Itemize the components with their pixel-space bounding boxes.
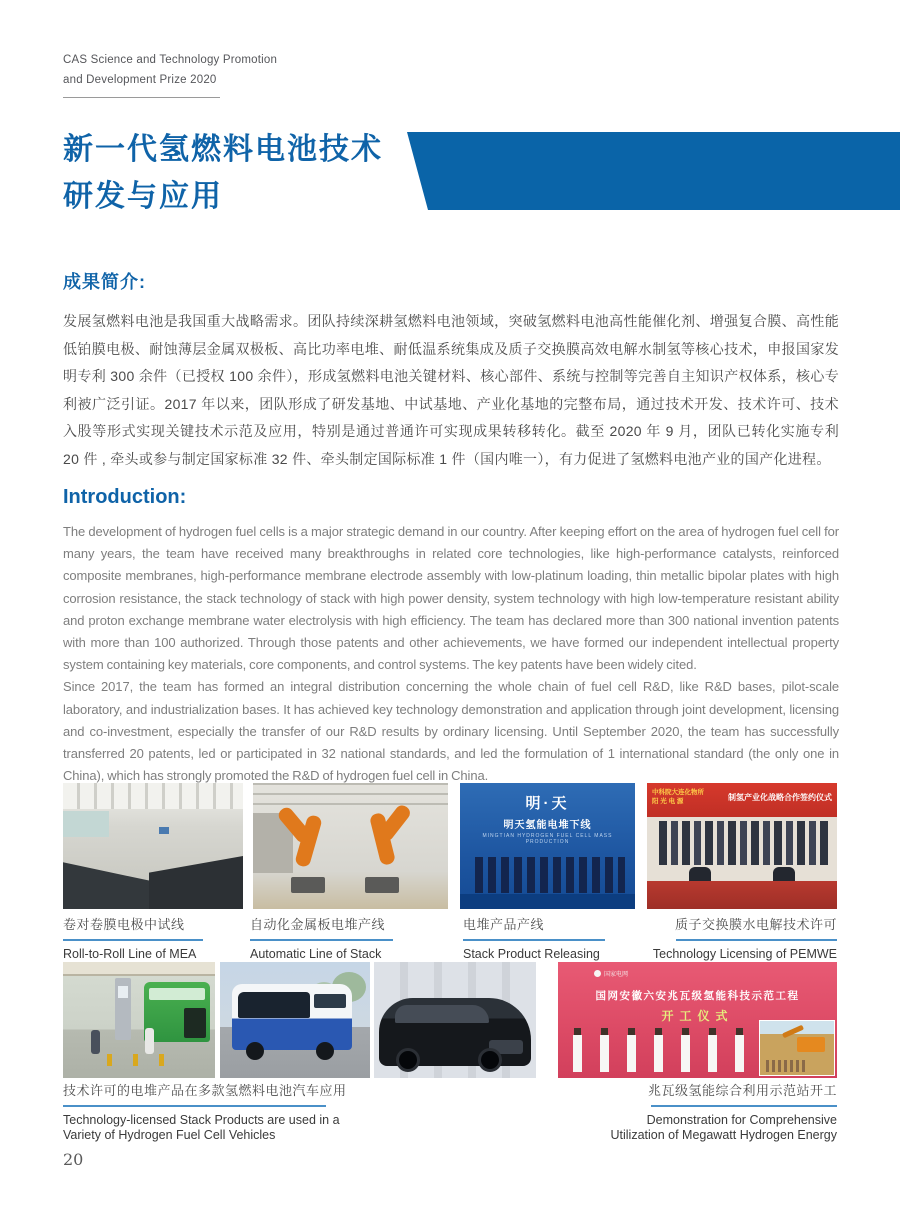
page-header	[63, 50, 277, 98]
introduction-paragraph-2: Since 2017, the team has formed an integral distribution concerning the whole chain of fuel cell R&D, like R&D bases, pilot-scale laboratory, and industrialization bases. It has achieved key technology demonstration and application through joint development, licensing and co-investment, especially the transfer of our R&D results by ordinary licensing. Until September 2020, the team has successfully transferred 20 patents, led or participated in 32 national standards, and led the formulation of 1 international standard (the only one in China), which has strongly promoted the R&D of hydrogen fuel cell in China.	[63, 679, 839, 784]
caption-zh: 自动化金属板电堆产线	[250, 917, 386, 932]
photo-green-bus-fueling	[63, 962, 215, 1078]
banner-right-text: 制氢产业化战略合作签约仪式	[728, 793, 832, 802]
caption-en: Roll-to-Roll Line of MEA	[63, 946, 197, 961]
wheel-shape	[396, 1048, 420, 1072]
worker-shape	[91, 1030, 100, 1054]
bollard-shape	[107, 1054, 112, 1066]
monitor-shape	[159, 827, 169, 834]
header-line-2: and Development Prize 2020	[63, 74, 217, 86]
caption-zh: 卷对卷膜电极中试线	[63, 917, 185, 932]
wheel-shape	[246, 1042, 264, 1060]
title-parallelogram-decoration	[407, 132, 900, 210]
worker-shape	[145, 1028, 154, 1054]
caption-stack-product-releasing	[463, 917, 605, 962]
caption-en: Automatic Line of Stack	[250, 946, 382, 961]
page-title	[63, 126, 383, 220]
page-title-line-1: 新一代氢燃料电池技术	[63, 132, 383, 167]
wheel-shape	[478, 1048, 502, 1072]
photo-stack-release-ceremony	[460, 783, 635, 909]
photo-black-suv	[374, 962, 536, 1078]
summary-paragraph: 发展氢燃料电池是我国重大战略需求。团队持续深耕氢燃料电池领域，突破氢燃料电池高性能催化剂、增强复合膜、高性能低铂膜电极、耐蚀薄层金属双极板、高比功率电堆、耐低温系统集成及质子交换膜高效电解水制氢等核心技术，申报国家发明专利 300 余件（已授权 100 余件），形成氢燃料电池关键材料、核心部件、系统与控制等完善自主知识产权体系，核心专利被广泛引证。2017 年以来，团队形成了研发基地、中试基地、产业化基地的完整布局，通过技术开发、技术许可、技术入股等形式实现关键技术示范及应用，特别是通过普通许可实现成果转移转化。截至 2020 年 9 月，团队已转化实施专利 20 件 , 牵头或参与制定国家标准 32 件、牵头制定国际标准 1 件（国内唯一），有力促进了氢燃料电池产业的国产化进程。	[63, 313, 839, 467]
people-on-stage-shape	[470, 857, 625, 893]
bus-windshield-shape	[238, 992, 310, 1018]
excavator-shape	[797, 1037, 825, 1052]
caption-stack-products-in-vehicles	[63, 1083, 363, 1144]
caption-en: Demonstration for Comprehensive Utilization of Megawatt Hydrogen Energy	[610, 1112, 837, 1142]
state-grid-logo: 国家电网	[594, 969, 628, 978]
suv-window-shape	[395, 1005, 489, 1023]
caption-en: Technology Licensing of PEMWE	[652, 946, 837, 961]
caption-roll-to-roll-mea	[63, 917, 203, 962]
caption-en: Stack Product Releasing	[463, 946, 600, 961]
caption-megawatt-hydrogen-demo	[597, 1083, 837, 1144]
title-block	[0, 126, 900, 218]
hydrogen-dispenser-shape	[115, 978, 131, 1040]
caption-rule	[250, 939, 393, 941]
introduction-paragraph-1: The development of hydrogen fuel cells is a major strategic demand in our country. After keeping effort on the area of hydrogen fuel cell for many years, the team have received many breakthroughs in related core technologies, like high-performance catalysts, reinforced composite membranes, high-performance membrane electrode assembly with low-platinum loading, thin metallic bipolar plates with high corrosion resistance, the stack technology of stack with high power density, system technology with high low-temperature resistant ability and proton exchange membrane water electrolysis with high efficiency. The team has declared more than 300 national invention patents with more than 100 authorized. Through those patents and other achievements, we have formed our independent intellectual property system containing key materials, core components, and control systems. The key patents have been widely cited.	[63, 524, 839, 673]
caption-zh: 兆瓦级氢能综合利用示范站开工	[647, 1083, 837, 1098]
people-row-shape	[564, 1035, 749, 1072]
bollard-shape	[159, 1054, 164, 1066]
bollard-shape	[133, 1054, 138, 1066]
wheel-shape	[316, 1042, 334, 1060]
caption-zh: 质子交换膜水电解技术许可	[674, 917, 837, 932]
banner-left-text	[652, 788, 704, 806]
banner-left-line-2: 阳 光 电 源	[652, 798, 684, 805]
banner-left-line-1: 中科院大连化物所	[652, 789, 704, 796]
red-banner-decoration	[647, 783, 837, 817]
introduction-section	[63, 486, 839, 787]
event-banner-title: 国网安徽六安兆瓦级氢能科技示范工程	[595, 990, 800, 1002]
groundbreaking-inset-photo	[759, 1020, 835, 1076]
photo-roll-to-roll-mea-line	[63, 783, 243, 909]
photo-automatic-stack-line	[253, 783, 448, 909]
caption-technology-licensing-pemwe	[617, 917, 837, 962]
caption-zh: 电堆产品产线	[463, 917, 545, 932]
signing-table-shape	[647, 881, 837, 909]
dispenser-screen-shape	[118, 986, 128, 998]
caption-rule	[651, 1105, 837, 1107]
blue-bus-shape	[232, 984, 352, 1050]
photo-blue-bus	[220, 962, 370, 1078]
header-underline	[63, 97, 220, 98]
station-canopy-shape	[63, 962, 215, 976]
robot-base-shape	[365, 877, 399, 893]
photo-gallery	[0, 783, 900, 1221]
caption-zh: 技术许可的电堆产品在多款氢燃料电池汽车应用	[63, 1083, 347, 1098]
robot-base-shape	[291, 877, 325, 893]
caption-rule	[676, 939, 837, 941]
header-line-1: CAS Science and Technology Promotion	[63, 54, 278, 66]
stage-banner-title: 明·天	[525, 795, 570, 812]
caption-automatic-stack-line	[250, 917, 393, 962]
caption-rule	[63, 1105, 326, 1107]
event-banner-subtitle: 开工仪式	[661, 1009, 734, 1023]
summary-section	[63, 268, 839, 473]
caption-rule	[463, 939, 605, 941]
caption-en: Technology-licensed Stack Products are used in a Variety of Hydrogen Fuel Cell Vehicles	[63, 1112, 340, 1142]
bus-window-shape	[149, 988, 205, 1000]
photo-megawatt-station-groundbreaking	[558, 962, 837, 1078]
caption-rule	[63, 939, 203, 941]
factory-window-decoration	[63, 811, 109, 837]
stage-banner-subtitle: 明天氢能电堆下线	[503, 820, 592, 831]
factory-ceiling-decoration	[63, 783, 243, 809]
bus-side-window-shape	[314, 994, 346, 1008]
page-number: 20	[63, 1150, 84, 1169]
stage-podium-shape	[460, 894, 635, 909]
stage-banner-small-text: MINGTIAN HYDROGEN FUEL CELL MASS PRODUCTION	[482, 833, 613, 845]
standing-people-shape	[655, 821, 829, 865]
bus-rear-door-shape	[184, 1008, 206, 1038]
photo-pemwe-signing-ceremony	[647, 783, 837, 909]
machine-shape	[63, 861, 149, 909]
page-title-line-2: 研发与应用	[63, 179, 223, 214]
crowd-shape	[763, 1060, 805, 1072]
introduction-heading: Introduction:	[63, 486, 187, 508]
machine-shape	[149, 855, 243, 909]
summary-heading: 成果简介:	[63, 272, 146, 292]
